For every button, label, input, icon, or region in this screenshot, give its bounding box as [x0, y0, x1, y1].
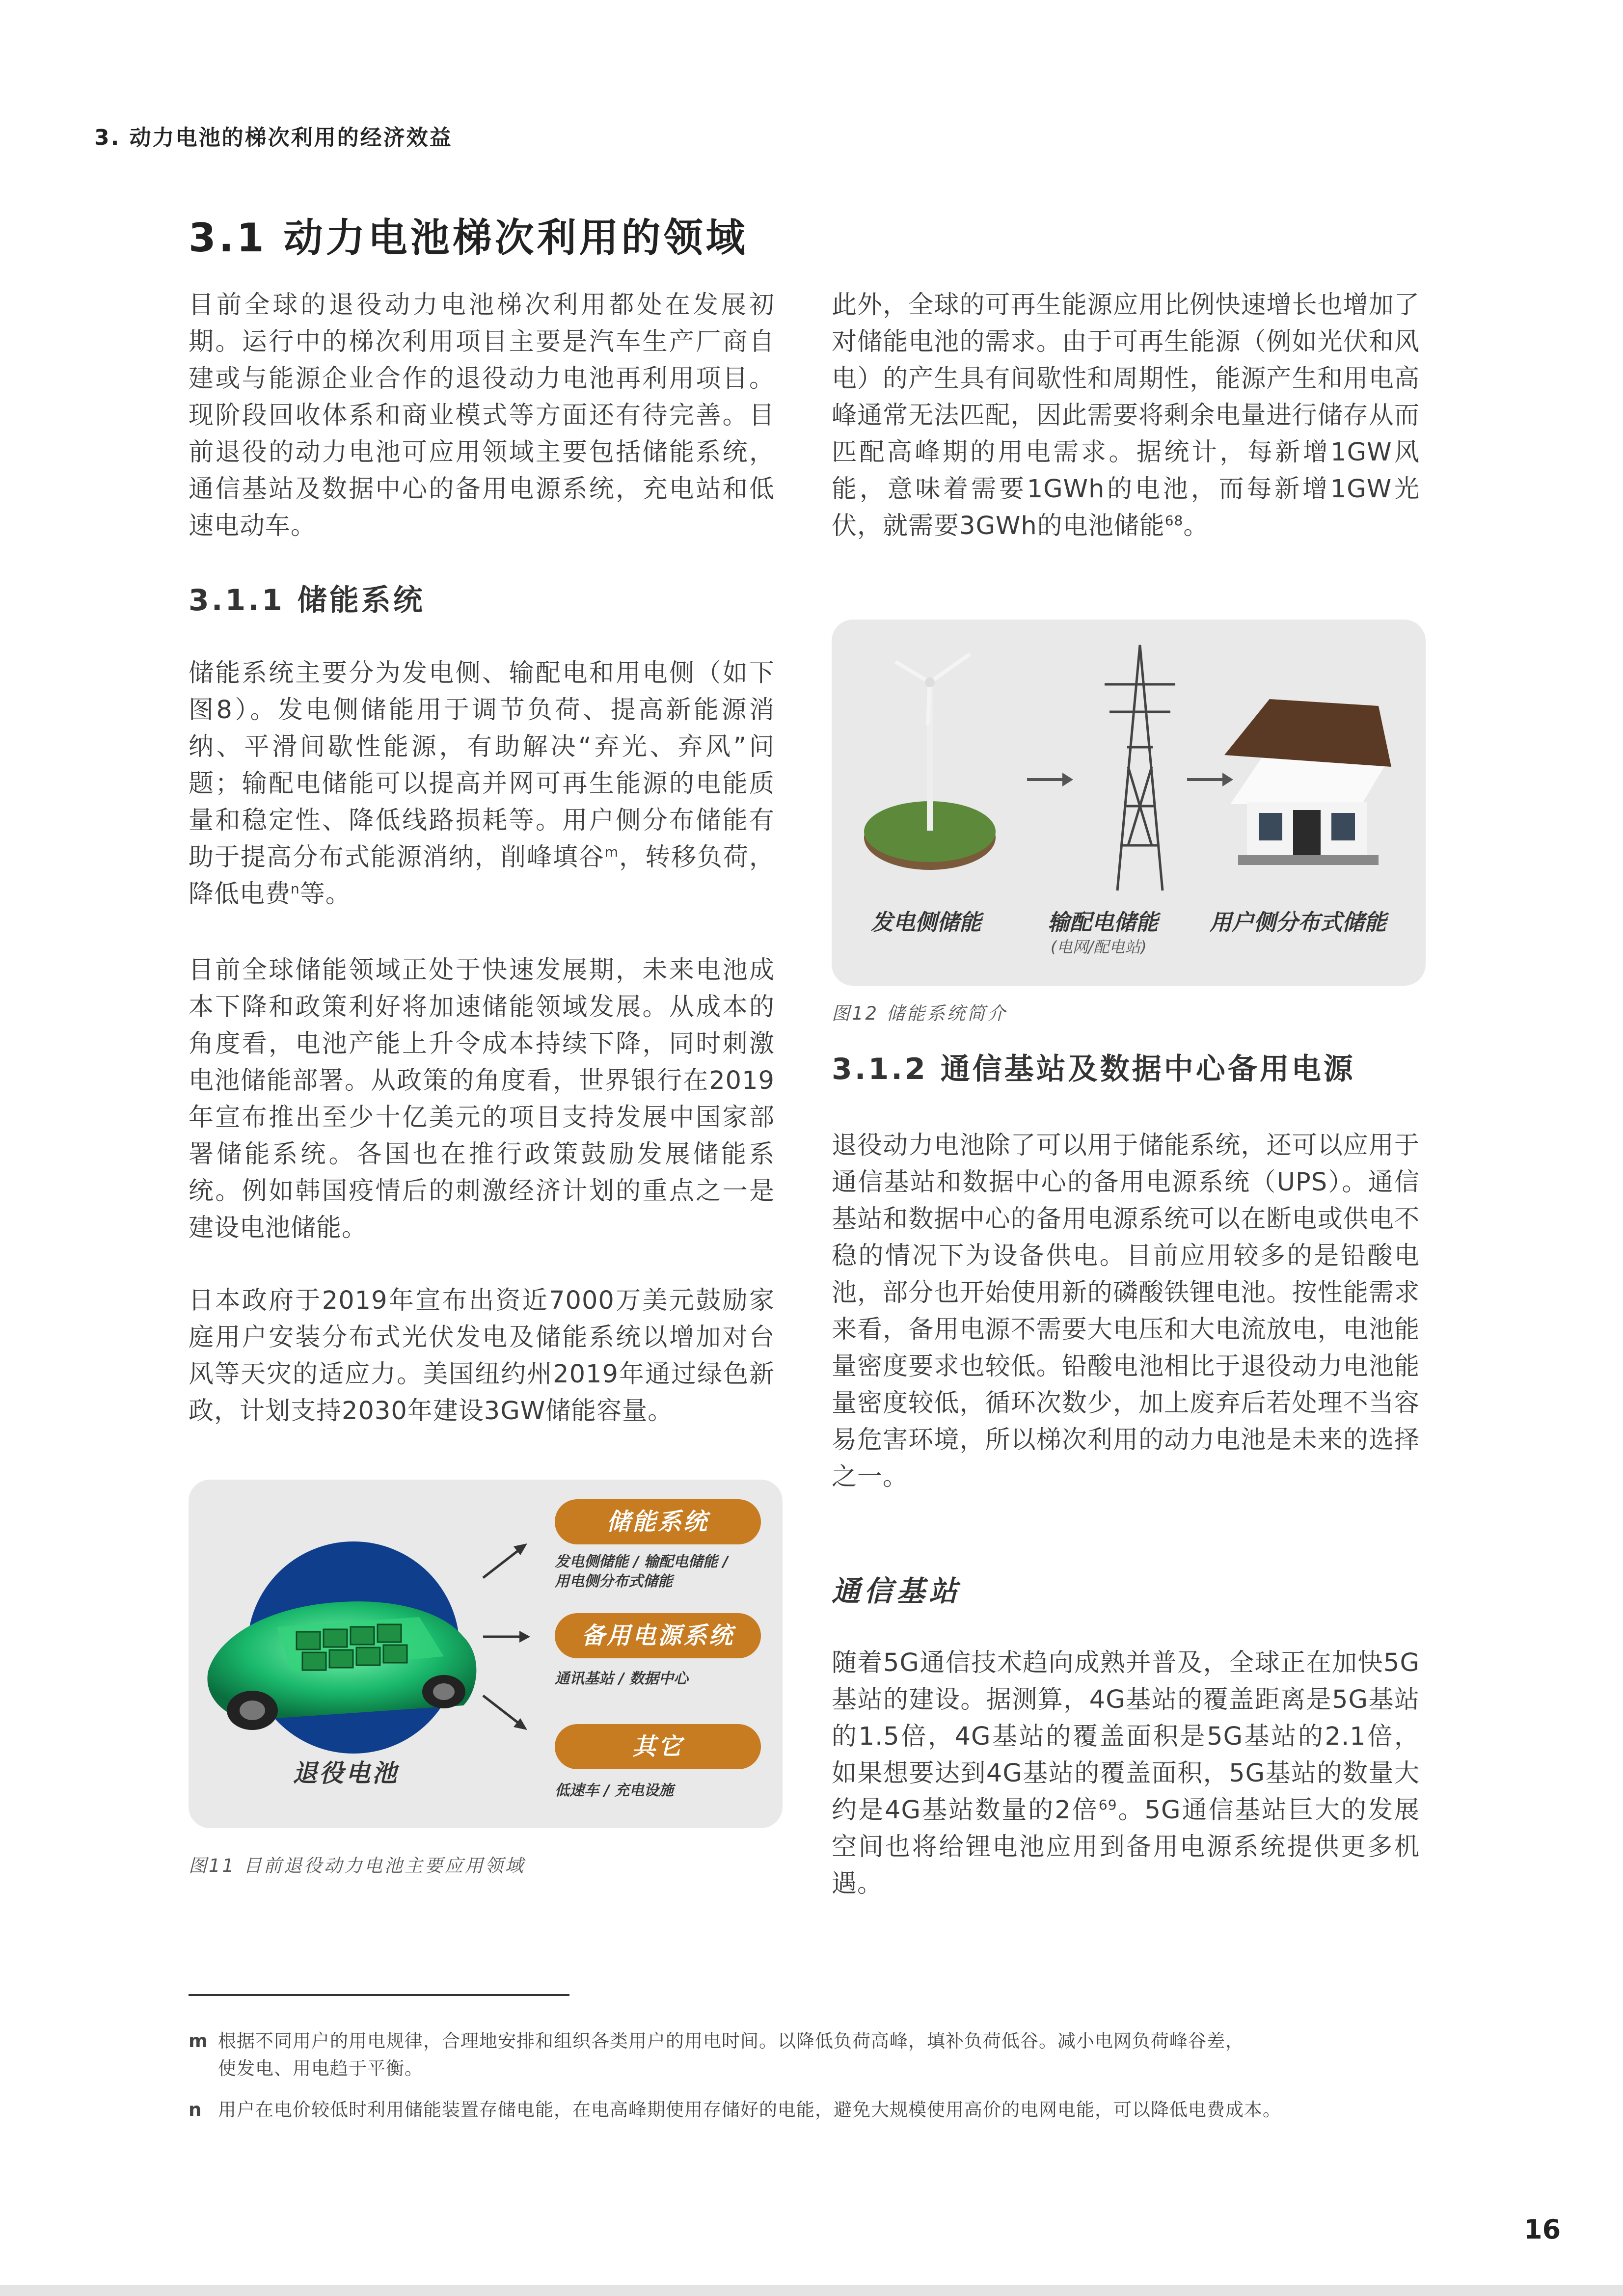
heading-telecom-station: 通信基站 [832, 1574, 962, 1608]
pill-backup-power: 备用电源系统 [555, 1613, 761, 1658]
footnote-m: m 根据不同用户的用电规律，合理地安排和组织各类用户的用电时间。以降低负荷高峰，填补负荷低谷。减小电网负荷峰谷差， 使发电、用电趋于平衡。 [189, 2030, 1244, 2079]
figure-12 [832, 620, 1426, 986]
footnote-ref-m: m [604, 844, 619, 860]
pill-other-sub: 低速车 / 充电设施 [555, 1782, 674, 1799]
pill-other: 其它 [555, 1724, 761, 1769]
heading-3-1-1: 3.1.1 储能系统 [189, 583, 425, 618]
pill-energy-storage: 储能系统 [555, 1499, 761, 1544]
footnote-divider [189, 1994, 569, 1996]
label-transmission-sub: (电网/配电站) [1051, 938, 1147, 956]
intro-paragraph: 目前全球的退役动力电池梯次利用都处在发展初期。运行中的梯次利用项目主要是汽车生产厂商自建或与能源企业合作的退役动力电池再利用项目。现阶段回收体系和商业模式等方面还有待完善。目前退役的动力电池可应用领域主要包括储能系统，通信基站及数据中心的备用电源系统，充电站和低速电动车。 [189, 291, 775, 540]
storage-paragraph-3: 日本政府于2019年宣布出资近7000万美元鼓励家庭用户安装分布式光伏发电及储能系统以增加对台风等天灾的适应力。美国纽约州2019年通过绿色新政，计划支持2030年建设3GW储能容量。 [189, 1286, 775, 1426]
storage-paragraph-1: 储能系统主要分为发电侧、输配电和用电侧（如下图8）。发电侧储能用于调节负荷、提高新能源消纳、平滑间歇性能源，有助解决“弃光、弃风”问题；输配电储能可以提高并网可再生能源的电能质量和稳定性、降低线路损耗等。用户侧分布储能有助于提高分布式能源消纳，削峰填谷$^m$，转移负荷，降低电费$^n$等。 [189, 659, 775, 909]
label-user-side: 用户侧分布式储能 [1210, 909, 1387, 935]
page-number: 16 [1524, 2214, 1561, 2245]
retired-battery-label: 退役电池 [293, 1759, 399, 1787]
section-title: 3.1 动力电池梯次利用的领域 [189, 215, 748, 261]
running-head: 3. 动力电池的梯次利用的经济效益 [94, 125, 453, 150]
renewables-paragraph: 此外，全球的可再生能源应用比例快速增长也增加了对储能电池的需求。由于可再生能源（例如光伏和风电）的产生具有间歇性和周期性，能源产生和用电高峰通常无法匹配，因此需要将剩余电量进行储存从而匹配高峰期的用电需求。据统计，每新增1GW风能，意味着需要1GWh的电池，而每新增1GW光伏，就需要3GWh的电池储能$^{68}$。 [832, 291, 1420, 540]
pill-backup-power-sub: 通讯基站 / 数据中心 [555, 1670, 688, 1687]
bottom-bar [0, 2285, 1623, 2296]
figure-12-caption: 图12 储能系统简介 [832, 1003, 1007, 1024]
heading-3-1-2: 3.1.2 通信基站及数据中心备用电源 [832, 1052, 1355, 1086]
footnote-n: n 用户在电价较低时利用储能装置存储电能，在电高峰期使用存储好的电能，避免大规模使用高价的电网电能，可以降低电费成本。 [189, 2099, 1281, 2120]
footnote-ref-68: 68 [1164, 513, 1184, 529]
label-generation-side: 发电侧储能 [871, 909, 982, 935]
5g-paragraph: 随着5G通信技术趋向成熟并普及，全球正在加快5G基站的建设。据测算，4G基站的覆盖距离是5G基站的1.5倍，4G基站的覆盖面积是5G基站的2.1倍，如果想要达到4G基站的覆盖面积，5G基站的数量大约是4G基站数量的2倍$^{69}$。5G通信基站巨大的发展空间也将给锂电池应用到备用电源系统提供更多机遇。 [832, 1648, 1420, 1898]
pill-energy-storage-sub: 发电侧储能 / 输配电储能 / 用电侧分布式储能 [555, 1553, 729, 1590]
footnote-ref-69: 69 [1098, 1797, 1117, 1813]
footnote-ref-n: n [291, 881, 300, 897]
label-transmission: 输配电储能 [1048, 909, 1159, 935]
figure-11-caption: 图11 目前退役动力电池主要应用领域 [189, 1855, 525, 1876]
storage-paragraph-2: 目前全球储能领域正处于快速发展期，未来电池成本下降和政策利好将加速储能领域发展。从成本的角度看，电池产能上升令成本持续下降，同时刺激电池储能部署。从政策的角度看，世界银行在2019年宣布推出至少十亿美元的项目支持发展中国家部署储能系统。各国也在推行政策鼓励发展储能系统。例如韩国疫情后的刺激经济计划的重点之一是建设电池储能。 [189, 956, 775, 1243]
figure-11 [189, 1480, 783, 1828]
backup-power-paragraph: 退役动力电池除了可以用于储能系统，还可以应用于通信基站和数据中心的备用电源系统（UPS）。通信基站和数据中心的备用电源系统可以在断电或供电不稳的情况下为设备供电。目前应用较多的是铅酸电池，部分也开始使用新的磷酸铁锂电池。按性能需求来看，备用电源不需要大电压和大电流放电，电池能量密度要求也较低。铅酸电池相比于退役动力电池能量密度较低，循环次数少，加上废弃后若处理不当容易危害环境，所以梯次利用的动力电池是未来的选择之一。 [832, 1131, 1420, 1491]
